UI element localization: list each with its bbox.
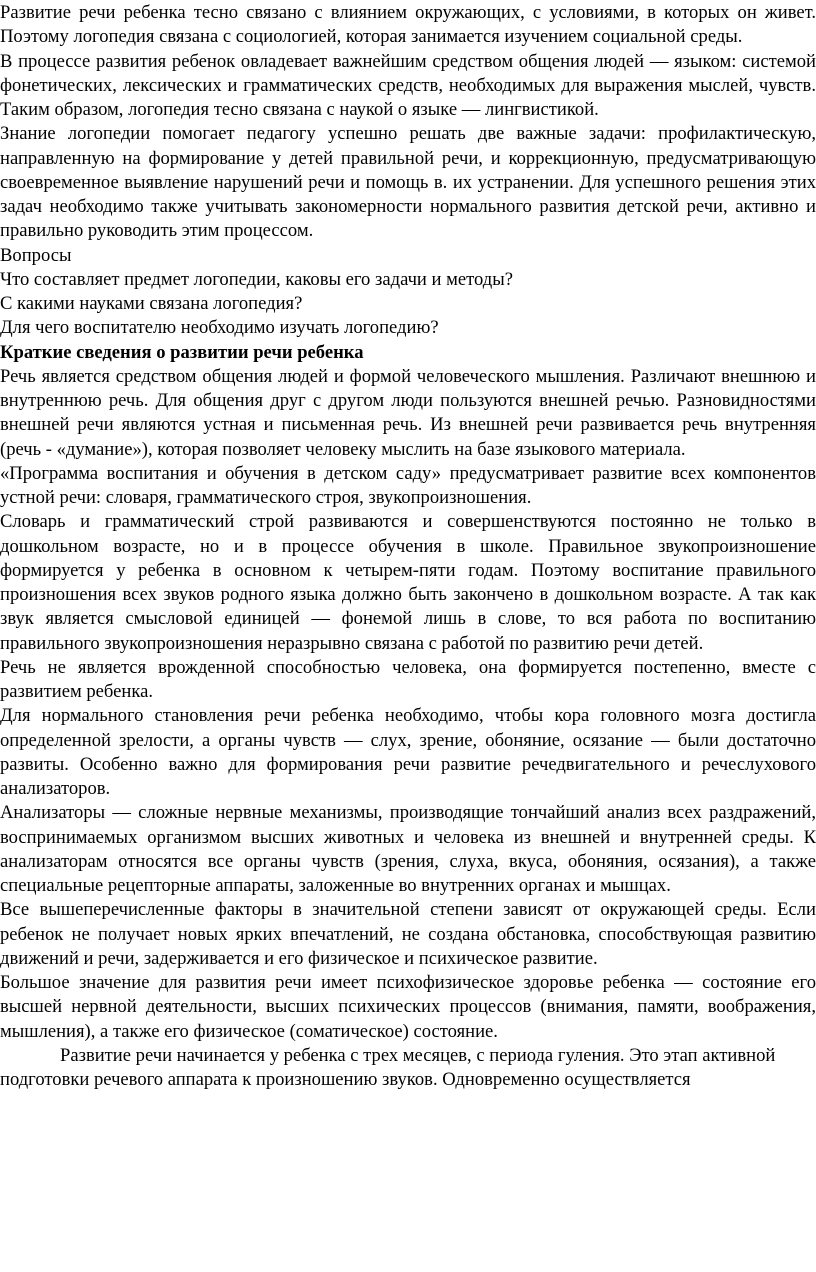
paragraph-9: Анализаторы — сложные нервные механизмы, производящие тончайший анализ всех раздражений, воспринимаемых организмом высших животных и человека из внешней и внутренней среды. К анализаторам относятся все органы чувств (зрения, слуха, вкуса, обоняния, осязания), а также специальные рецепторные аппараты, заложенные во внутренних органах и мышцах.	[0, 802, 816, 896]
paragraph-10: Все вышеперечисленные факторы в значительной степени зависят от окружающей среды. Если ребенок не получает новых ярких впечатлений, не создана обстановка, способствующая развитию движений и речи, задерживается и его физическое и психическое развитие.	[0, 899, 816, 969]
document-page	[0, 1, 816, 1092]
paragraph-11: Большое значение для развития речи имеет психофизическое здоровье ребенка — состояние его высшей нервной деятельности, высших психических процессов (внимания, памяти, воображения, мышления), а также его физическое (соматическое) состояние.	[0, 972, 816, 1042]
paragraph-12: Развитие речи начинается у ребенка с трех месяцев, с периода гуления. Это этап активной подготовки речевого аппарата к произношению звуков. Одновременно осуществляется	[0, 1044, 776, 1090]
question-2: С какими науками связана логопедия?	[0, 293, 303, 314]
paragraph-4: Речь является средством общения людей и формой человеческого мышления. Различают внешнюю и внутреннюю речь. Для общения друг с другом люди пользуются внешней речью. Разновидностями внешней речи являются устная и письменная речь. Из внешней речи развивается речь внутренняя (речь - «думание»), которая позволяет человеку мыслить на базе языкового материала.	[0, 365, 816, 460]
paragraph-5: «Программа воспитания и обучения в детском саду» предусматривает развитие всех компонентов устной речи: словаря, грамматического строя, звукопроизношения.	[0, 462, 816, 508]
paragraph-3: Знание логопедии помогает педагогу успешно решать две важные задачи: профилактическую, направленную на формирование у детей правильной речи, и коррекционную, предусматривающую своевременное выявление нарушений речи и помощь в. их устранении. Для успешного решения этих задач необходимо также учитывать закономерности нормального развития детской речи, активно и правильно руководить этим процессом.	[0, 123, 816, 242]
paragraph-8: Для нормального становления речи ребенка необходимо, чтобы кора головного мозга достигла определенной зрелости, а органы чувств — слух, зрение, обоняние, осязание — были достаточно развиты. Особенно важно для формирования речи развитие речедвигательного и речеслухового анализаторов.	[0, 705, 816, 799]
question-1: Что составляет предмет логопедии, каковы его задачи и методы?	[0, 268, 513, 290]
paragraph-2: В процессе развития ребенок овладевает важнейшим средством общения людей — языком: системой фонетических, лексических и грамматических средств, необходимых для выражения мыслей, чувств. Таким образом, логопедия тесно связана с наукой о языке — лингвистикой.	[0, 50, 816, 120]
section-heading: Краткие сведения о развитии речи ребенка	[0, 341, 364, 363]
questions-title: Вопросы	[0, 244, 72, 266]
paragraph-1: Развитие речи ребенка тесно связано с влиянием окружающих, с условиями, в которых он живет. Поэтому логопедия связана с социологией, которая занимается изучением социальной среды.	[0, 2, 816, 48]
paragraph-6: Словарь и грамматический строй развиваются и совершенствуются постоянно не только в дошкольном возрасте, но и в процессе обучения в школе. Правильное звукопроизношение формируется у ребенка в основном к четырем-пяти годам. Поэтому воспитание правильного произношения всех звуков родного языка должно быть закончено в дошкольном возрасте. А так как звук является смысловой единицей — фонемой лишь в слове, то вся работа по воспитанию правильного звукопроизношения неразрывно связана с работой по развитию речи детей.	[0, 511, 816, 654]
paragraph-7: Речь не является врожденной способностью человека, она формируется постепенно, вместе с развитием ребенка.	[0, 656, 816, 702]
question-3: Для чего воспитателю необходимо изучать логопедию?	[0, 317, 439, 339]
